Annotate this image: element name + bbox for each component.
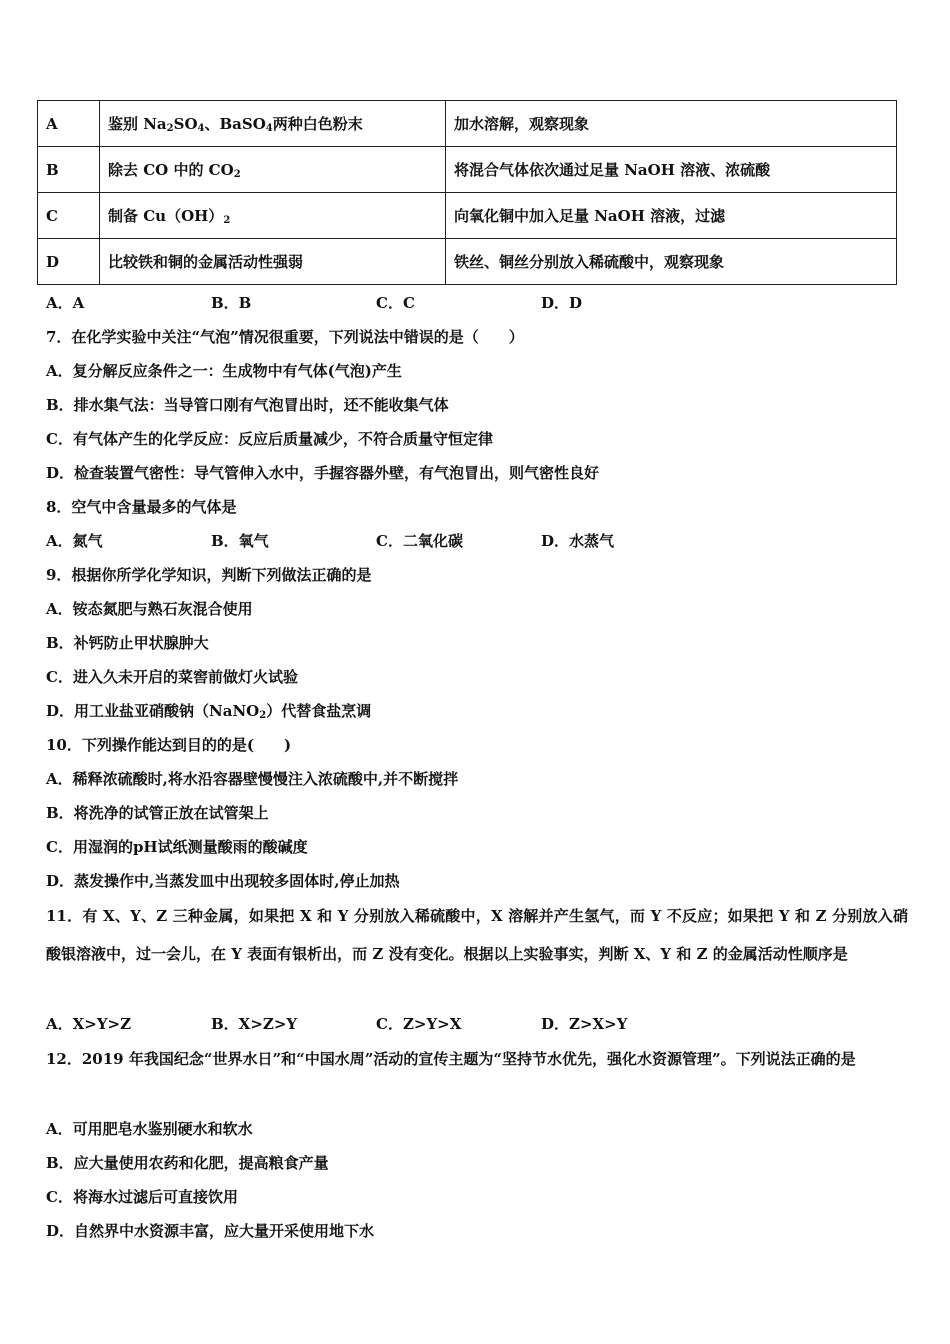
row-label: B xyxy=(38,147,100,193)
q6-choice-b: B．B xyxy=(211,294,252,312)
experiment-purpose: 鉴别 $Na_2SO_4$、BaSO$_4$两种白色粉末 xyxy=(100,101,446,147)
q9-stem: 9．根据你所学化学知识，判断下列做法正确的是 xyxy=(46,566,372,584)
experiment-method: 加水溶解，观察现象 xyxy=(446,101,897,147)
q8-choice-b: B．氧气 xyxy=(211,532,269,550)
q7-option-b: B．排水集气法：当导管口刚有气泡冒出时，还不能收集气体 xyxy=(46,396,449,414)
q9-option-c: C．进入久未开启的菜窖前做灯火试验 xyxy=(46,668,298,686)
q8-stem: 8．空气中含量最多的气体是 xyxy=(46,498,237,516)
q12-option-c: C．将海水过滤后可直接饮用 xyxy=(46,1188,238,1206)
row-label: D xyxy=(38,239,100,285)
q10-option-c: C．用湿润的pH试纸测量酸雨的酸碱度 xyxy=(46,838,308,856)
q12-option-b: B．应大量使用农药和化肥，提高粮食产量 xyxy=(46,1154,329,1172)
experiment-purpose: 除去 CO 中的 $CO_2$ xyxy=(100,147,446,193)
table-row xyxy=(38,147,897,193)
q11-choice-c: C．Z>Y>X xyxy=(376,1015,462,1033)
row-label: A xyxy=(38,101,100,147)
row-label: C xyxy=(38,193,100,239)
q9-option-b: B．补钙防止甲状腺肿大 xyxy=(46,634,209,652)
q12-option-d: D．自然界中水资源丰富，应大量开采使用地下水 xyxy=(46,1222,375,1240)
q11-choice-a: A．X>Y>Z xyxy=(46,1015,132,1033)
q6-choice-d: D．D xyxy=(541,294,583,312)
q6-choice-c: C．C xyxy=(376,294,415,312)
q9-option-a: A．铵态氮肥与熟石灰混合使用 xyxy=(46,600,253,618)
q12-stem: 12．2019 年我国纪念“世界水日”和“中国水周”活动的宣传主题为“坚持节水优先，强化水资源管理”。下列说法正确的是 xyxy=(46,1050,856,1068)
experiment-purpose: 比较铁和铜的金属活动性强弱 xyxy=(100,239,446,285)
experiment-purpose: 制备 $Cu(OH)_2$ xyxy=(100,193,446,239)
options-table xyxy=(37,100,897,285)
q8-choice-d: D．水蒸气 xyxy=(541,532,615,550)
q8-choice-a: A．氮气 xyxy=(46,532,103,550)
table-row xyxy=(38,239,897,285)
q11-choice-b: B．X>Z>Y xyxy=(211,1015,298,1033)
q8-choice-c: C．二氧化碳 xyxy=(376,532,463,550)
q6-choice-a: A．A xyxy=(46,294,85,312)
q10-stem: 10．下列操作能达到目的的是( ) xyxy=(46,736,292,754)
q10-option-d: D．蒸发操作中,当蒸发皿中出现较多固体时,停止加热 xyxy=(46,872,400,890)
q7-option-d: D．检查装置气密性：导气管伸入水中，手握容器外壁，有气泡冒出，则气密性良好 xyxy=(46,464,600,482)
experiment-method: 铁丝、铜丝分别放入稀硫酸中，观察现象 xyxy=(446,239,897,285)
q7-option-a: A．复分解反应条件之一：生成物中有气体(气泡)产生 xyxy=(46,362,402,380)
q11-choice-d: D．Z>X>Y xyxy=(541,1015,628,1033)
q9-option-d: D．用工业盐亚硝酸钠（NaNO$_2$）代替食盐烹调 xyxy=(46,702,372,721)
q7-stem: 7．在化学实验中关注“气泡”情况很重要，下列说法中错误的是（ ） xyxy=(46,328,524,346)
q7-option-c: C．有气体产生的化学反应：反应后质量减少，不符合质量守恒定律 xyxy=(46,430,493,448)
q10-option-a: A．稀释浓硫酸时,将水沿容器壁慢慢注入浓硫酸中,并不断搅拌 xyxy=(46,770,459,788)
q11-stem: 11．有 X、Y、Z 三种金属，如果把 X 和 Y 分别放入稀硫酸中，X 溶解并产生氢气，而 Y 不反应；如果把 Y 和 Z 分别放入硝酸银溶液中，过一会儿，在 Y 表面有银析出，而 Z 没有变化。根据以上实验事实，判断 X、Y 和 Z 的金属活动性顺序是 xyxy=(46,907,908,963)
q10-option-b: B．将洗净的试管正放在试管架上 xyxy=(46,804,269,822)
table-row xyxy=(38,101,897,147)
q12-option-a: A．可用肥皂水鉴别硬水和软水 xyxy=(46,1120,253,1138)
experiment-method: 将混合气体依次通过足量 NaOH 溶液、浓硫酸 xyxy=(446,147,897,193)
table-row xyxy=(38,193,897,239)
experiment-method: 向氧化铜中加入足量 NaOH 溶液，过滤 xyxy=(446,193,897,239)
